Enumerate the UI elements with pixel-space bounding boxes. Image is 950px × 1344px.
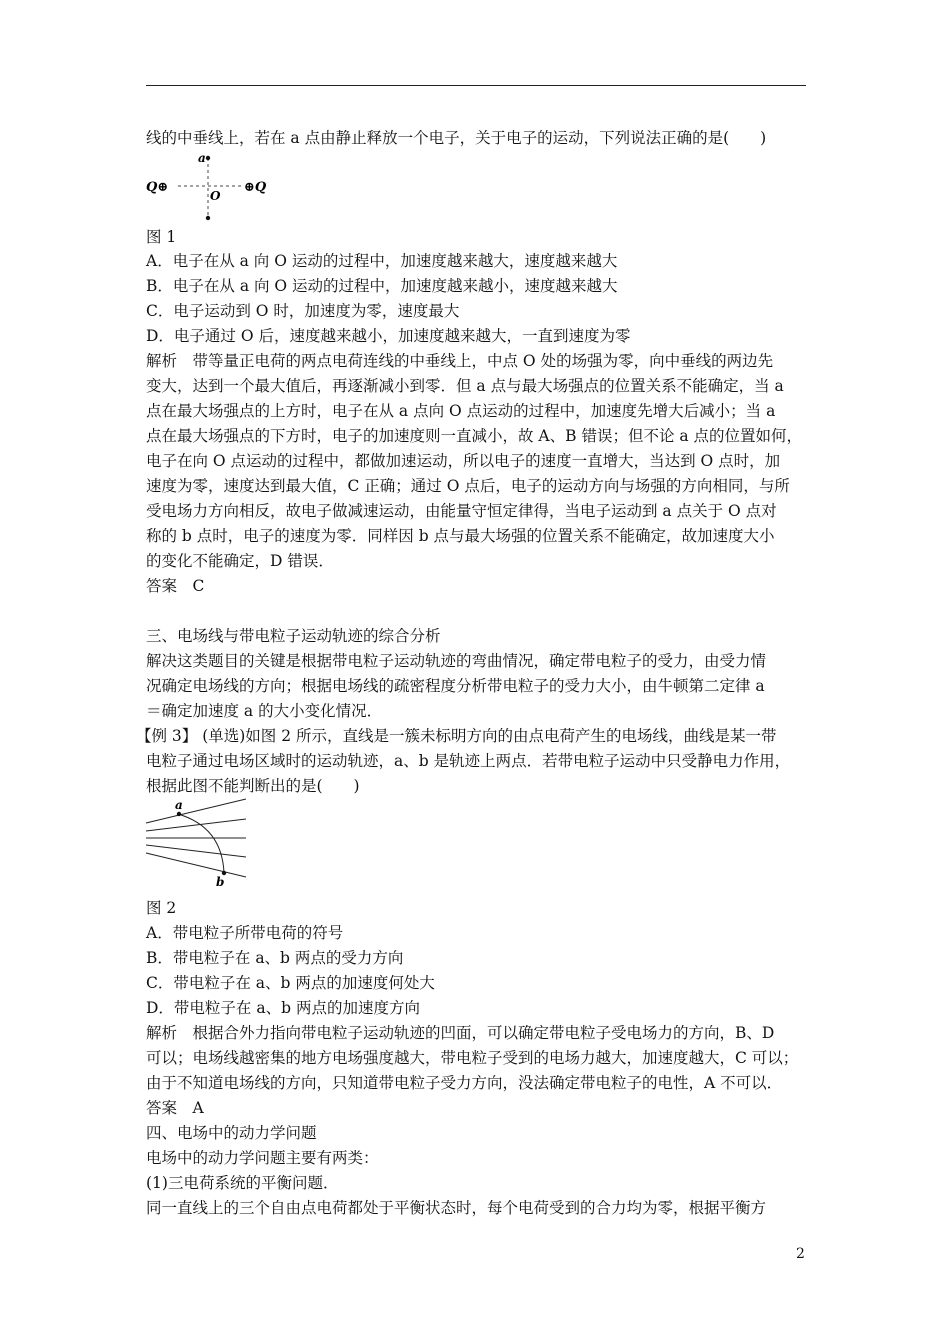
analysis-line: 受电场力方向相反，故电子做减速运动，由能量守恒定律得，当电子运动到 a 点关于 O 点对 xyxy=(146,502,777,520)
text-line: (1)三电荷系统的平衡问题． xyxy=(146,1174,339,1192)
analysis-line: 速度为零，速度达到最大值，C 正确；通过 O 点后，电子的运动方向与场强的方向相同，与所 xyxy=(146,477,790,495)
figure-2-diagram xyxy=(144,797,254,889)
figure-2-label-b: b xyxy=(216,875,225,889)
text-line: 根据此图不能判断出的是( ) xyxy=(146,777,360,795)
option-b: B．电子在从 a 向 O 运动的过程中，加速度越来越小，速度越来越大 xyxy=(146,277,618,295)
option-b: B．带电粒子在 a、b 两点的受力方向 xyxy=(146,949,404,967)
analysis-line: 可以；电场线越密集的地方电场强度越大，带电粒子受到的电场力越大，加速度越大，C 可以； xyxy=(146,1049,799,1067)
analysis-line: 点在最大场强点的下方时，电子的加速度则一直减小，故 A、B 错误；但不论 a 点的位置如何， xyxy=(146,427,803,445)
option-c: C．带电粒子在 a、b 两点的加速度何处大 xyxy=(146,974,435,992)
answer-line: 答案 C xyxy=(146,577,205,595)
text-line: 解决这类题目的关键是根据带电粒子运动轨迹的弯曲情况，确定带电粒子的受力，由受力情 xyxy=(146,652,767,670)
text-line: 电场中的动力学问题主要有两类： xyxy=(146,1149,379,1167)
text-line: 电粒子通过电场区域时的运动轨迹，a、b 是轨迹上两点．若带电粒子运动中只受静电力作用， xyxy=(146,752,791,770)
option-d: D．电子通过 O 后，速度越来越小，加速度越来越大，一直到速度为零 xyxy=(146,327,631,345)
figure-1-label-q-right: ⊕Q xyxy=(244,180,267,195)
example-line: 【例 3】 (单选)如图 2 所示，直线是一簇未标明方向的由点电荷产生的电场线，曲线是某一带 xyxy=(136,727,777,745)
figure-2-label-a: a xyxy=(175,798,183,812)
text-line: ＝确定加速度 a 的大小变化情况． xyxy=(146,702,383,720)
text-line: 况确定电场线的方向；根据电场线的疏密程度分析带电粒子的受力大小，由牛顿第二定律 a xyxy=(146,677,765,695)
text-line: 同一直线上的三个自由点电荷都处于平衡状态时，每个电荷受到的合力均为零，根据平衡方 xyxy=(146,1199,767,1217)
analysis-line: 电子在向 O 点运动的过程中，都做加速运动，所以电子的速度一直增大，当达到 O 点时，加 xyxy=(146,452,781,470)
figure-2-caption: 图 2 xyxy=(146,899,177,917)
analysis-line: 点在最大场强点的上方时，电子在从 a 点向 O 点运动的过程中，加速度先增大后减小；当 a xyxy=(146,402,776,420)
figure-1-label-q-left: Q⊕ xyxy=(146,180,169,195)
figure-1-label-o: O xyxy=(210,189,221,203)
analysis-line: 解析 带等量正电荷的两点电荷连线的中垂线上，中点 O 处的场强为零，向中垂线的两边先 xyxy=(146,352,774,370)
section-heading: 四、电场中的动力学问题 xyxy=(146,1124,317,1142)
analysis-line: 称的 b 点时，电子的速度为零．同样因 b 点与最大场强的位置关系不能确定，故加速度大小 xyxy=(146,527,775,545)
analysis-line: 解析 根据合外力指向带电粒子运动轨迹的凹面，可以确定带电粒子受电场力的方向，B、D xyxy=(146,1024,775,1042)
figure-1-caption: 图 1 xyxy=(146,228,177,246)
analysis-line: 的变化不能确定，D 错误． xyxy=(146,552,334,570)
option-a: A．带电粒子所带电荷的符号 xyxy=(146,924,344,942)
text-line: 线的中垂线上，若在 a 点由静止释放一个电子，关于电子的运动，下列说法正确的是( ) xyxy=(146,129,767,147)
option-d: D．带电粒子在 a、b 两点的加速度方向 xyxy=(146,999,420,1017)
figure-1-label-a: a xyxy=(198,151,206,165)
option-a: A．电子在从 a 向 O 运动的过程中，加速度越来越大，速度越来越大 xyxy=(146,252,618,270)
page-number: 2 xyxy=(796,1246,805,1262)
analysis-line: 变大，达到一个最大值后，再逐渐减小到零．但 a 点与最大场强点的位置关系不能确定，当 a xyxy=(146,377,784,395)
figure-1-diagram xyxy=(144,150,274,222)
header-rule xyxy=(146,85,806,86)
option-c: C．电子运动到 O 时，加速度为零，速度最大 xyxy=(146,302,460,320)
section-heading: 三、电场线与带电粒子运动轨迹的综合分析 xyxy=(146,627,441,645)
answer-line: 答案 A xyxy=(146,1099,204,1117)
analysis-line: 由于不知道电场线的方向，只知道带电粒子受力方向，没法确定带电粒子的电性，A 不可以． xyxy=(146,1074,783,1092)
